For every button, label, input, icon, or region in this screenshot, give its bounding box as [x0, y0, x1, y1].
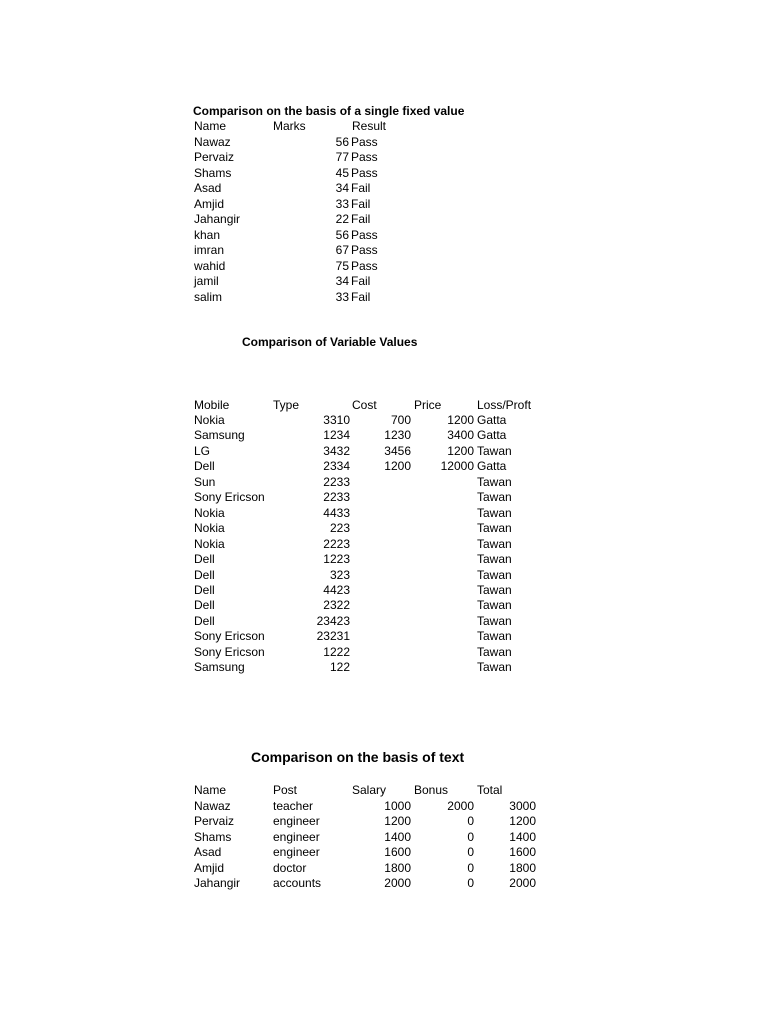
- section2-header: Cost: [352, 398, 377, 412]
- section3-total-cell: 1200: [509, 814, 536, 829]
- section3-bonus-cell: 0: [467, 814, 474, 829]
- section2-type-cell: 3432: [323, 443, 350, 458]
- section2-mobile-cell: Nokia: [194, 536, 225, 551]
- section2-lossprofit-cell: Tawan: [477, 644, 512, 659]
- section2-lossprofit-cell: Gatta: [477, 459, 507, 474]
- section1-name-cell: imran: [194, 243, 225, 258]
- section1-name-cell: Jahangir: [194, 212, 241, 227]
- section1-marks-cell: 75: [335, 258, 349, 273]
- section3-total-cell: 1800: [509, 860, 536, 875]
- section3-name-cell: Pervaiz: [194, 814, 235, 829]
- section1-result-cell: Fail: [351, 289, 371, 304]
- section3-salary-cell: 2000: [384, 876, 411, 891]
- section1-name-cell: Asad: [194, 181, 222, 196]
- section1-name-cell: Amjid: [194, 196, 225, 211]
- section1-name-cell: jamil: [194, 274, 219, 289]
- section2-type-cell: 223: [329, 521, 350, 536]
- section1-marks-cell: 56: [335, 227, 349, 242]
- section1-marks-cell: 33: [335, 289, 349, 304]
- section3-bonus-cell: 0: [467, 829, 474, 844]
- section2-lossprofit-cell: Tawan: [477, 598, 512, 613]
- section2-type-cell: 1223: [323, 552, 350, 567]
- section3-total-cell: 1600: [509, 845, 536, 860]
- section2-price-cell: 12000: [440, 459, 474, 474]
- section1-result-cell: Pass: [351, 165, 378, 180]
- section1-header: Name: [194, 119, 227, 133]
- section2-price-cell: 1200: [447, 443, 474, 458]
- section2-header: Price: [414, 398, 442, 412]
- section3-title: Comparison on the basis of text: [251, 749, 465, 765]
- section2-type-cell: 23423: [316, 613, 350, 628]
- section1-name-cell: khan: [194, 227, 221, 242]
- section2-type-cell: 2233: [323, 490, 350, 505]
- section2-mobile-cell: Nokia: [194, 505, 225, 520]
- section2-type-cell: 1222: [323, 644, 350, 659]
- section1-title: Comparison on the basis of a single fixed value: [193, 104, 465, 118]
- section2-cost-cell: 1200: [384, 459, 411, 474]
- section1-result-cell: Fail: [351, 274, 371, 289]
- section1-result-cell: Fail: [351, 212, 371, 227]
- section1-marks-cell: 34: [335, 274, 349, 289]
- section2-lossprofit-cell: Gatta: [477, 413, 507, 427]
- section2-mobile-cell: Nokia: [194, 413, 225, 427]
- section3-post-cell: engineer: [273, 814, 320, 829]
- section2-mobile-cell: Sony Ericson: [194, 644, 265, 659]
- section2-type-cell: 2334: [323, 459, 350, 474]
- section2-mobile-cell: Dell: [194, 598, 215, 613]
- section3-total-cell: 2000: [509, 876, 536, 891]
- section3-name-cell: Shams: [194, 829, 232, 844]
- section2-mobile-cell: Nokia: [194, 521, 225, 536]
- section1-name-cell: salim: [194, 289, 223, 304]
- section3-header: Name: [194, 783, 227, 797]
- section2-cost-cell: 700: [390, 413, 411, 427]
- section1-marks-cell: 33: [335, 196, 349, 211]
- section3-post-cell: teacher: [273, 799, 314, 813]
- section2-lossprofit-cell: Tawan: [477, 629, 512, 644]
- section2-lossprofit-cell: Tawan: [477, 505, 512, 520]
- section3-header: Bonus: [414, 783, 449, 797]
- section1-result-cell: Fail: [351, 181, 371, 196]
- section3-header: Post: [273, 783, 298, 797]
- section2-title: Comparison of Variable Values: [242, 335, 418, 349]
- section1-marks-cell: 22: [335, 212, 349, 227]
- section1-result-cell: Fail: [351, 196, 371, 211]
- section1-header: Marks: [273, 119, 306, 133]
- section2-lossprofit-cell: Tawan: [477, 474, 512, 489]
- section2-mobile-cell: Dell: [194, 582, 215, 597]
- section2-type-cell: 23231: [316, 629, 350, 644]
- section3-post-cell: doctor: [273, 860, 307, 875]
- section2-type-cell: 2223: [323, 536, 350, 551]
- section2-cost-cell: 1230: [384, 428, 411, 443]
- section2-mobile-cell: Dell: [194, 567, 215, 582]
- section1-result-cell: Pass: [351, 227, 378, 242]
- section2-lossprofit-cell: Gatta: [477, 428, 507, 443]
- section2-lossprofit-cell: Tawan: [477, 536, 512, 551]
- section1-marks-cell: 45: [335, 165, 349, 180]
- section2-lossprofit-cell: Tawan: [477, 567, 512, 582]
- section1-marks-cell: 67: [335, 243, 349, 258]
- section2-type-cell: 4423: [323, 582, 350, 597]
- section1-marks-cell: 34: [335, 181, 349, 196]
- section3-name-cell: Amjid: [194, 860, 225, 875]
- section1-result-cell: Pass: [351, 243, 378, 258]
- section2-mobile-cell: LG: [194, 443, 211, 458]
- section2-type-cell: 323: [329, 567, 350, 582]
- section2-mobile-cell: Dell: [194, 552, 215, 567]
- section2-mobile-cell: Samsung: [194, 428, 245, 443]
- section3-salary-cell: 1800: [384, 860, 411, 875]
- section2-lossprofit-cell: Tawan: [477, 521, 512, 536]
- section2-type-cell: 122: [329, 660, 350, 675]
- section1-name-cell: Pervaiz: [194, 150, 235, 165]
- section3-bonus-cell: 2000: [447, 799, 474, 813]
- section3-name-cell: Nawaz: [194, 799, 231, 813]
- section3-post-cell: accounts: [273, 876, 322, 891]
- section1-header: Result: [352, 119, 387, 133]
- section1-name-cell: Nawaz: [194, 135, 231, 149]
- section2-type-cell: 2233: [323, 474, 350, 489]
- section2-cost-cell: 3456: [384, 443, 411, 458]
- section2-header: Loss/Proft: [477, 398, 532, 412]
- section1-result-cell: Pass: [351, 135, 378, 149]
- section2-mobile-cell: Samsung: [194, 660, 245, 675]
- section3-bonus-cell: 0: [467, 845, 474, 860]
- section2-lossprofit-cell: Tawan: [477, 613, 512, 628]
- section2-price-cell: 1200: [447, 413, 474, 427]
- section3-name-cell: Asad: [194, 845, 222, 860]
- section2-lossprofit-cell: Tawan: [477, 660, 512, 675]
- section2-lossprofit-cell: Tawan: [477, 552, 512, 567]
- section3-header: Salary: [352, 783, 387, 797]
- section1-result-cell: Pass: [351, 258, 378, 273]
- section1-marks-cell: 77: [335, 150, 349, 165]
- section3-total-cell: 1400: [509, 829, 536, 844]
- section2-lossprofit-cell: Tawan: [477, 582, 512, 597]
- section2-header: Type: [273, 398, 300, 412]
- section3-post-cell: engineer: [273, 845, 320, 860]
- section3-bonus-cell: 0: [467, 860, 474, 875]
- section2-mobile-cell: Dell: [194, 613, 215, 628]
- section2-type-cell: 1234: [323, 428, 350, 443]
- section3-post-cell: engineer: [273, 829, 320, 844]
- section2-type-cell: 3310: [323, 413, 350, 427]
- section1-result-cell: Pass: [351, 150, 378, 165]
- section2-type-cell: 4433: [323, 505, 350, 520]
- section3-name-cell: Jahangir: [194, 876, 241, 891]
- section3-salary-cell: 1400: [384, 829, 411, 844]
- section3-header: Total: [477, 783, 503, 797]
- section2-type-cell: 2322: [323, 598, 350, 613]
- section1-name-cell: wahid: [194, 258, 226, 273]
- section2-mobile-cell: Sony Ericson: [194, 629, 265, 644]
- section3-salary-cell: 1000: [384, 799, 411, 813]
- section1-name-cell: Shams: [194, 165, 232, 180]
- section3-total-cell: 3000: [509, 799, 536, 813]
- section3-salary-cell: 1200: [384, 814, 411, 829]
- section2-header: Mobile: [194, 398, 230, 412]
- section2-price-cell: 3400: [447, 428, 474, 443]
- section2-mobile-cell: Dell: [194, 459, 215, 474]
- section2-mobile-cell: Sony Ericson: [194, 490, 265, 505]
- section1-marks-cell: 56: [335, 135, 349, 149]
- section2-mobile-cell: Sun: [194, 474, 216, 489]
- section3-salary-cell: 1600: [384, 845, 411, 860]
- section2-lossprofit-cell: Tawan: [477, 443, 512, 458]
- section3-bonus-cell: 0: [467, 876, 474, 891]
- section2-lossprofit-cell: Tawan: [477, 490, 512, 505]
